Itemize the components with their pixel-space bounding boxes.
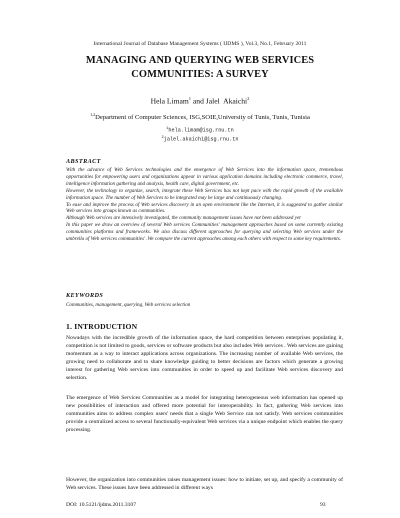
doi-footer: DOI: 10.5121/ijdms.2011.3107	[66, 502, 137, 508]
abstract-paragraph: Although Web services are intensively investigated, the community management issues have not been addressed yet	[66, 215, 301, 222]
email-1-sup: 1	[166, 127, 169, 131]
abstract-paragraph: With the advance of Web Services technologies and the emergence of Web Services into the information space, tremendous opportunities for empowering users and organizations appear in various application domains including electronic commerce, travel, intelligence information gathering and analysis, health care, digital government, etc.	[66, 167, 343, 187]
intro-paragraph-2	[66, 395, 343, 435]
email-2-sup: 2	[161, 135, 164, 140]
author-list	[0, 96, 400, 106]
author-2-sup: 2	[247, 96, 250, 101]
affiliation-text: Department of Computer Sciences, ISG,SOIE,University of Tunis, Tunis, Tunisia	[95, 114, 310, 122]
intro-paragraph-3	[66, 477, 343, 493]
affiliation-sup: 1,2	[90, 112, 96, 117]
author-conjunction: and	[191, 96, 206, 106]
email-2[interactable]: jalel.akaichi@isg.rnu.tn	[163, 136, 239, 143]
body-paragraph: Nowadays with the incredible growth of the information space, the hard competition between enterprises populating it, competition is not limited to goods, services or software products but also includes Web services . Web services are gaining momentum as a way to interact applications across organizations. The increasing number of available Web services, the growing need to collaborate and to share knowledge guiding to better decisions are factors which generate a growing interest for gathering Web services into communities in order to speed up and facilitate Web services discovery and selection.	[66, 335, 343, 381]
title-line-2: COMMUNITIES: A SURVEY	[131, 69, 269, 80]
author-emails	[0, 126, 400, 144]
abstract-paragraph: To ease and improve the process of Web services discovery in an open environment like the Internet, it is suggested to gather similar Web services into groups known as communities.	[66, 201, 343, 215]
email-1[interactable]: hela.limam@isg.rnu.tn	[168, 127, 234, 134]
author-2: Jalel Akaichi	[205, 96, 248, 106]
abstract-body	[66, 167, 343, 243]
intro-paragraph-1	[66, 335, 343, 382]
keywords-heading: KEYWORDS	[66, 292, 104, 299]
title-line-1: MANAGING AND QUERYING WEB SERVICES	[85, 55, 315, 66]
section-heading-text: 1. INTRODUCTION	[66, 322, 138, 331]
abstract-paragraph: In this paper we draw an overview of several Web services Communities' management approaches based on some currently existing communities platforms and frameworks. We also discuss different approaches for querying and selecting Web services under the umbrella of Web services communities' .We compare the current approaches among each others with respect to some key requirements.	[66, 222, 343, 243]
abstract-paragraph: However, the technology to organize, search, integrate these Web Services has not kept pace with the rapid growth of the available information space. The number of Web Services to be integrated may be large and continuously changing.	[66, 187, 343, 201]
journal-header: International Journal of Database Management Systems ( IJDMS ), Vol.3, No.1, February 2011	[93, 41, 307, 47]
author-1-sup: 1	[188, 96, 192, 101]
abstract-heading: ABSTRACT	[66, 158, 101, 165]
section-heading-introduction	[66, 322, 137, 331]
keywords-list: Communities, management, querying, Web services selection	[66, 302, 191, 308]
email-row-1	[0, 126, 400, 135]
email-row-2	[0, 135, 400, 144]
author-1: Hela Limam	[150, 96, 189, 106]
page-number: 93	[320, 502, 326, 508]
paper-title	[0, 54, 400, 82]
affiliation	[0, 112, 400, 121]
body-paragraph: However, the organization into communities raises management issues: how to initiate, set up, and specify a community of Web services. These issues have been addressed in different ways	[66, 477, 343, 491]
body-paragraph: The emergence of Web Services Communities as a model for integrating heterogeneous web information has opened up new possibilities of interaction and offered more potential for interoperability. In fact, gathering Web services into communities aims to address complex users' needs that a single Web Service can not satisfy. Web services communities provide a centralized access to several functionally-equivalent Web services via a unique endpoint which enables the query processing.	[66, 395, 343, 433]
